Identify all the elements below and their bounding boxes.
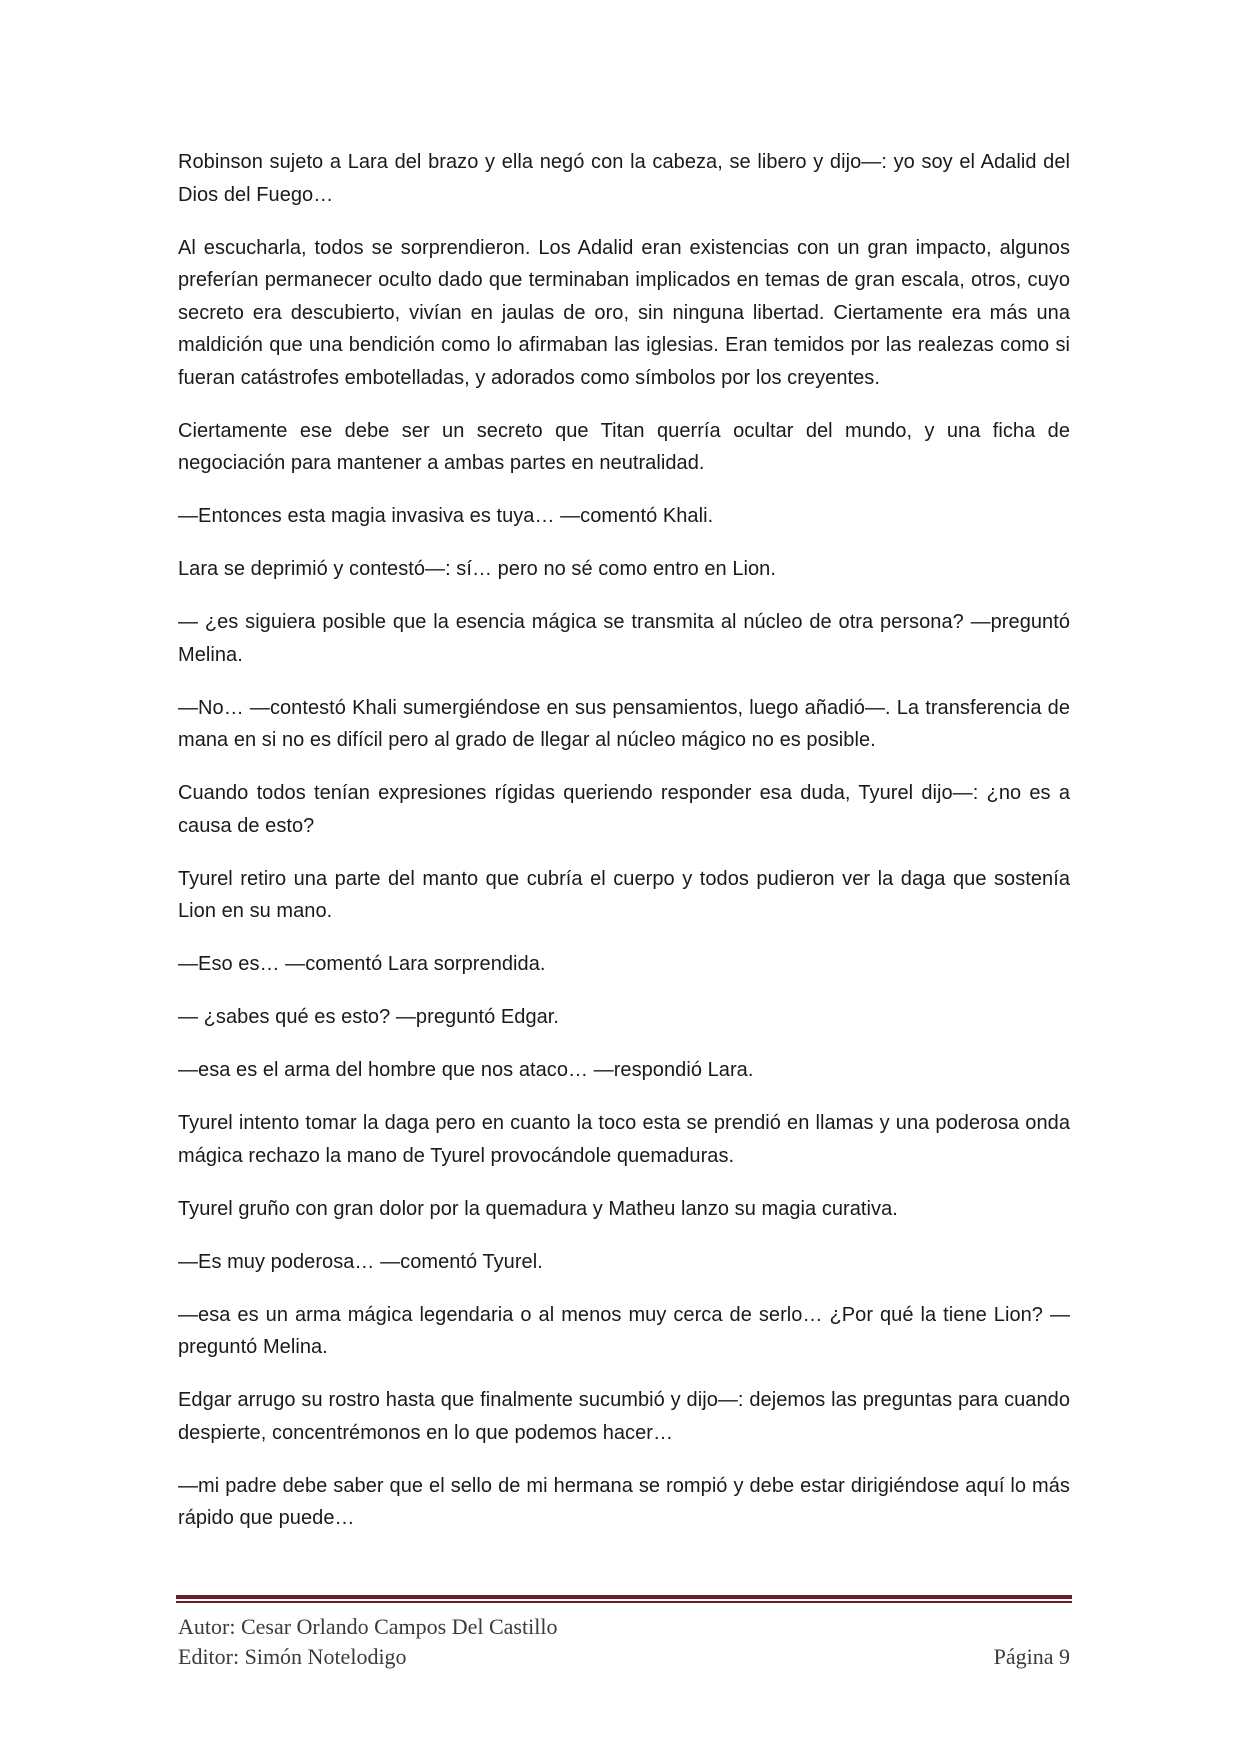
paragraph: Edgar arrugo su rostro hasta que finalmente sucumbió y dijo—: dejemos las preguntas para cuando despierte, concentrémonos en lo que podemos hacer… — [178, 1389, 1070, 1444]
paragraph: —Es muy poderosa… —comentó Tyurel. — [178, 1250, 543, 1273]
paragraph: Ciertamente ese debe ser un secreto que Titan querría ocultar del mundo, y una ficha de negociación para mantener a ambas partes en neutralidad. — [178, 419, 1070, 474]
paragraph: — ¿sabes qué es esto? —preguntó Edgar. — [178, 1006, 560, 1028]
footer-author-row — [178, 1612, 1070, 1642]
footer-editor-row — [178, 1642, 1070, 1672]
paragraph: Tyurel retiro una parte del manto que cubría el cuerpo y todos pudieron ver la daga que sostenía Lion en su mano. — [178, 867, 1070, 922]
paragraph: —No… —contestó Khali sumergiéndose en sus pensamientos, luego añadió—. La transferencia de mana en si no es difícil pero al grado de llegar al núcleo mágico no es posible. — [178, 696, 1070, 751]
paragraph: Tyurel intento tomar la daga pero en cuanto la toco esta se prendió en llamas y una poderosa onda mágica rechazo la mano de Tyurel provocándole quemaduras. — [178, 1112, 1070, 1167]
page-footer — [178, 1612, 1070, 1672]
page-number: Página 9 — [993, 1644, 1070, 1669]
paragraph: —mi padre debe saber que el sello de mi hermana se rompió y debe estar dirigiéndose aquí lo más rápido que puede… — [178, 1474, 1070, 1529]
footer-divider — [176, 1595, 1072, 1603]
footer-author: Autor: Cesar Orlando Campos Del Castillo — [178, 1614, 558, 1639]
footer-divider-thin-line — [176, 1601, 1072, 1603]
paragraph: Al escucharla, todos se sorprendieron. Los Adalid eran existencias con un gran impacto, algunos preferían permanecer oculto dado que terminaban implicados en temas de gran escala, otros, cuyo secreto era descubierto, vivían en jaulas de oro, sin ninguna libertad. Ciertamente era más una maldición que una bendición como lo afirmaban las iglesias. Eran temidos por las realezas como si fueran catástrofes embotelladas, y adorados como símbolos por los creyentes. — [178, 236, 1070, 389]
paragraph: —Eso es… —comentó Lara sorprendida. — [178, 953, 546, 975]
paragraph: Tyurel gruño con gran dolor por la quemadura y Matheu lanzo su magia curativa. — [178, 1197, 898, 1220]
paragraph: —Entonces esta magia invasiva es tuya… —comentó Khali. — [178, 505, 714, 527]
paragraph: Cuando todos tenían expresiones rígidas queriendo responder esa duda, Tyurel dijo—: ¿no es a causa de esto? — [178, 782, 1070, 837]
body-text — [178, 146, 1070, 1555]
paragraph: — ¿es siguiera posible que la esencia mágica se transmita al núcleo de otra persona? —preguntó Melina. — [178, 611, 1070, 666]
paragraph: Lara se deprimió y contestó—: sí… pero no sé como entro en Lion. — [178, 558, 776, 580]
paragraph: —esa es un arma mágica legendaria o al menos muy cerca de serlo… ¿Por qué la tiene Lion? —preguntó Melina. — [178, 1303, 1070, 1358]
footer-divider-thick-line — [176, 1595, 1072, 1599]
paragraph: —esa es el arma del hombre que nos ataco… —respondió Lara. — [178, 1059, 754, 1081]
footer-editor: Editor: Simón Notelodigo — [178, 1644, 407, 1669]
paragraph: Robinson sujeto a Lara del brazo y ella negó con la cabeza, se libero y dijo—: yo soy el Adalid del Dios del Fuego… — [178, 151, 1070, 206]
